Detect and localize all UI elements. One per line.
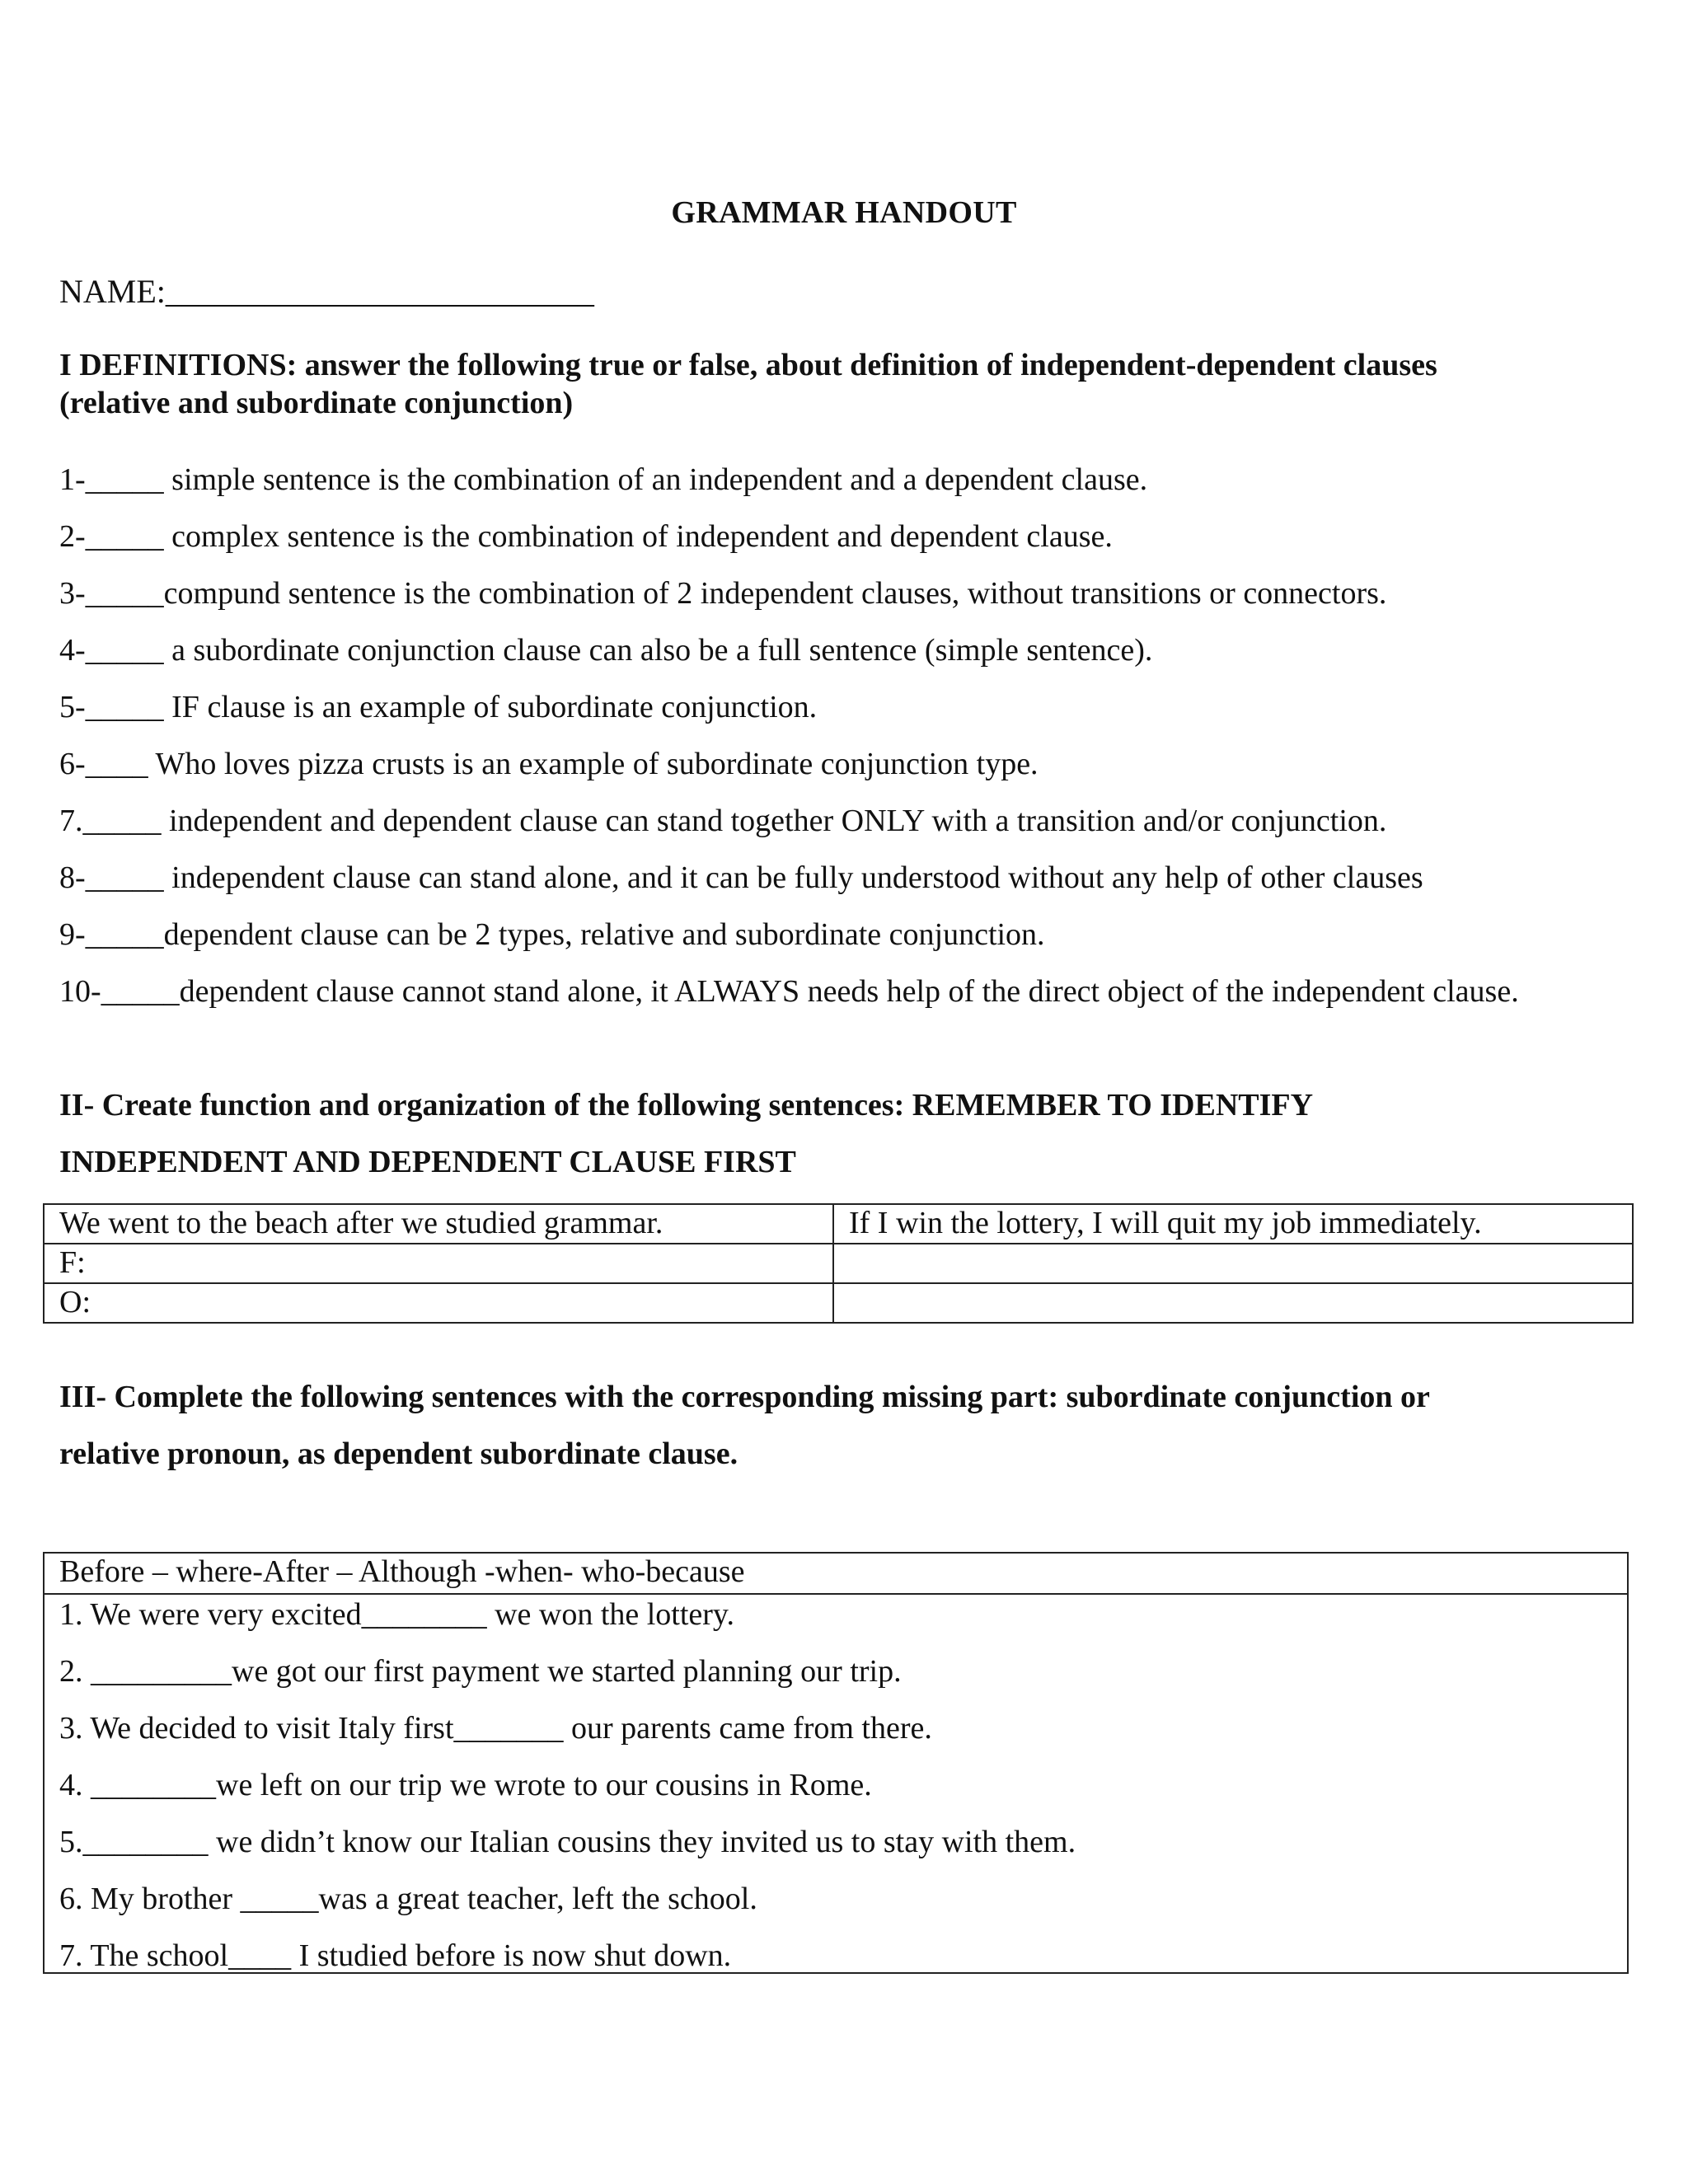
definition-item-1: 1-_____ simple sentence is the combination of an independent and a dependent clause. — [59, 462, 1148, 497]
section2-heading-line2: INDEPENDENT AND DEPENDENT CLAUSE FIRST — [59, 1145, 796, 1179]
word-bank: Before – where-After – Although -when- who-because — [45, 1554, 1627, 1595]
completion-item-6: 6. My brother _____was a great teacher, left the school. — [59, 1882, 757, 1916]
completion-box — [43, 1552, 1629, 1974]
definition-item-7: 7._____ independent and dependent clause can stand together ONLY with a transition and/or conjunction. — [59, 804, 1387, 838]
sentence-left-cell: We went to the beach after we studied grammar. — [44, 1204, 833, 1244]
organization-answer-cell[interactable] — [833, 1283, 1633, 1323]
completion-item-5: 5.________ we didn’t know our Italian cousins they invited us to stay with them. — [59, 1825, 1076, 1859]
function-answer-cell[interactable] — [833, 1244, 1633, 1283]
completion-item-7: 7. The school____ I studied before is now shut down. — [59, 1938, 732, 1973]
section3-heading-line1: III- Complete the following sentences with the corresponding missing part: subordinate conjunction or — [59, 1380, 1430, 1414]
function-label-cell: F: — [44, 1244, 833, 1283]
completion-item-1: 1. We were very excited________ we won the lottery. — [59, 1597, 734, 1632]
definition-item-2: 2-_____ complex sentence is the combination of independent and dependent clause. — [59, 519, 1113, 554]
table-row — [44, 1244, 1633, 1283]
completion-item-4: 4. ________we left on our trip we wrote to our cousins in Rome. — [59, 1768, 872, 1802]
definition-item-10: 10-_____dependent clause cannot stand alone, it ALWAYS needs help of the direct object of the independent clause. — [59, 974, 1519, 1009]
function-organization-table — [43, 1203, 1634, 1324]
definition-item-9: 9-_____dependent clause can be 2 types, relative and subordinate conjunction. — [59, 917, 1045, 952]
completion-item-2: 2. _________we got our first payment we started planning our trip. — [59, 1654, 902, 1689]
definition-item-5: 5-_____ IF clause is an example of subordinate conjunction. — [59, 690, 818, 724]
name-field: NAME:__________________________ — [59, 273, 594, 310]
page-title: GRAMMAR HANDOUT — [671, 195, 1017, 230]
section1-heading-line1: I DEFINITIONS: answer the following true or false, about definition of independent-dependent clauses — [59, 348, 1437, 382]
section3-heading-line2: relative pronoun, as dependent subordinate clause. — [59, 1436, 738, 1471]
organization-label-cell: O: — [44, 1283, 833, 1323]
definition-item-6: 6-____ Who loves pizza crusts is an example of subordinate conjunction type. — [59, 747, 1039, 781]
sentence-right-cell: If I win the lottery, I will quit my job immediately. — [833, 1204, 1633, 1244]
definition-item-4: 4-_____ a subordinate conjunction clause can also be a full sentence (simple sentence). — [59, 633, 1153, 668]
table-row — [44, 1204, 1633, 1244]
definition-item-8: 8-_____ independent clause can stand alone, and it can be fully understood without any help of other clauses — [59, 860, 1423, 895]
table-row — [44, 1283, 1633, 1323]
section2-heading-line1: II- Create function and organization of the following sentences: REMEMBER TO IDENTIFY — [59, 1088, 1314, 1122]
completion-item-3: 3. We decided to visit Italy first_______ our parents came from there. — [59, 1711, 932, 1746]
section1-heading-line2: (relative and subordinate conjunction) — [59, 386, 574, 420]
definition-item-3: 3-_____compund sentence is the combination of 2 independent clauses, without transitions or connectors. — [59, 576, 1387, 611]
